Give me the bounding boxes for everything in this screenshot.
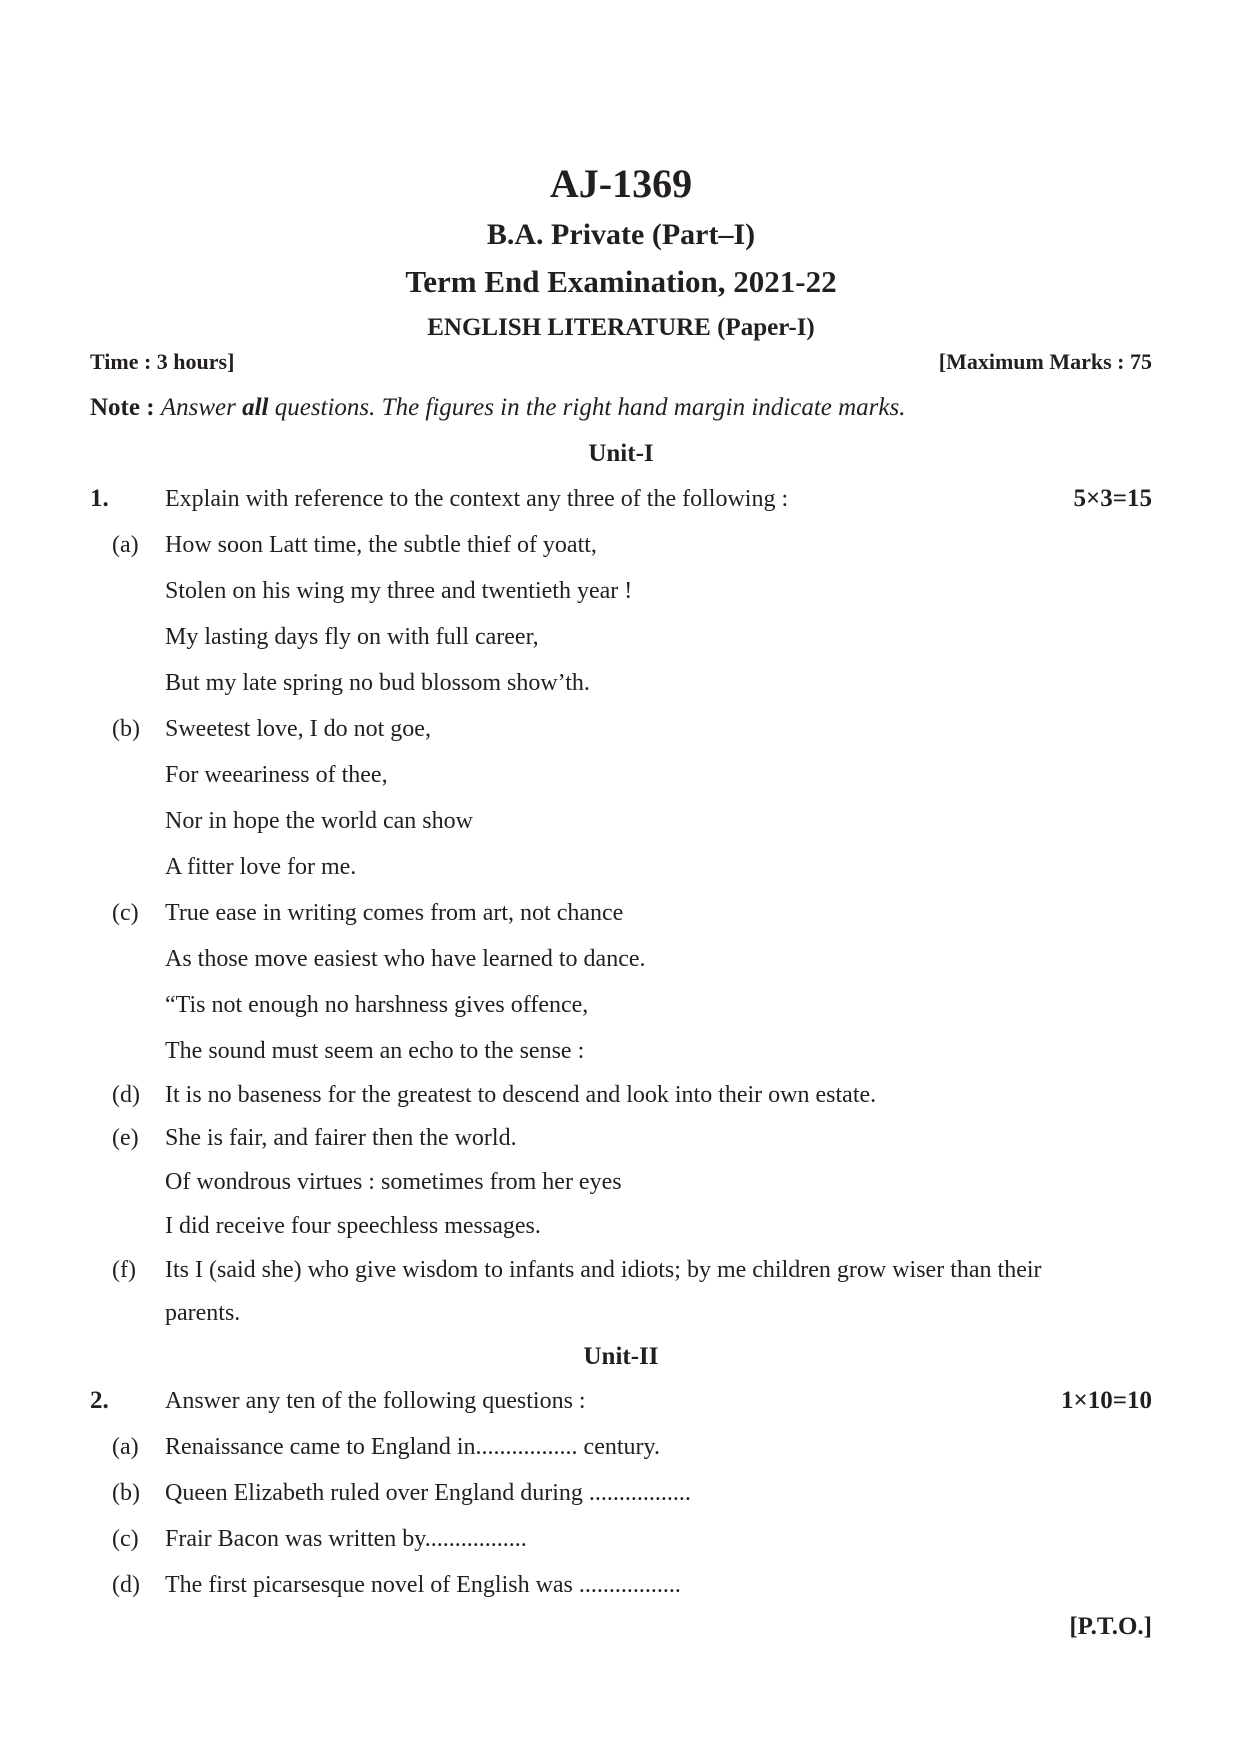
prose-line: Its I (said she) who give wisdom to infants and idiots; by me children grow wiser than their (165, 1257, 1042, 1283)
verse-line: A fitter love for me. (165, 854, 357, 880)
note-emphasis: all (242, 394, 269, 421)
item-label: (b) (112, 1480, 140, 1506)
item-label: (e) (112, 1125, 139, 1151)
verse-line: I did receive four speechless messages. (165, 1213, 541, 1239)
question-2-number: 2. (90, 1387, 109, 1414)
prose-line: parents. (165, 1300, 241, 1326)
verse-line: Nor in hope the world can show (165, 808, 473, 834)
fill-blank-item: Renaissance came to England in................. century. (165, 1434, 660, 1460)
please-turn-over: [P.T.O.] (1069, 1613, 1152, 1640)
note-text-start: Answer (160, 394, 236, 421)
subject-title: ENGLISH LITERATURE (Paper-I) (427, 314, 815, 341)
verse-line: Of wondrous virtues : sometimes from her eyes (165, 1169, 622, 1195)
item-label: (f) (112, 1257, 136, 1283)
verse-line: Stolen on his wing my three and twentieth year ! (165, 578, 633, 604)
question-1-marks: 5×3=15 (1073, 485, 1152, 512)
paper-code: AJ-1369 (549, 161, 693, 206)
exam-title: Term End Examination, 2021-22 (405, 264, 837, 299)
verse-line: “Tis not enough no harshness gives offence, (165, 992, 589, 1018)
question-2-marks: 1×10=10 (1061, 1387, 1152, 1414)
fill-blank-item: Frair Bacon was written by................. (165, 1526, 527, 1552)
program-title: B.A. Private (Part–I) (486, 218, 756, 251)
note-text-end: questions. The figures in the right hand margin indicate marks. (274, 394, 906, 421)
item-label: (b) (112, 716, 140, 742)
item-label: (d) (112, 1082, 140, 1108)
maximum-marks: [Maximum Marks : 75 (938, 349, 1152, 374)
unit-2-heading: Unit-II (583, 1343, 659, 1370)
verse-line: She is fair, and fairer then the world. (165, 1125, 517, 1151)
unit-1-heading: Unit-I (588, 440, 654, 467)
question-1-text: Explain with reference to the context any three of the following : (165, 486, 789, 512)
fill-blank-item: The first picarsesque novel of English was ................. (165, 1572, 681, 1598)
verse-line: Sweetest love, I do not goe, (165, 716, 431, 742)
verse-line: True ease in writing comes from art, not chance (165, 900, 624, 926)
item-label: (a) (112, 1434, 139, 1460)
item-label: (c) (112, 900, 139, 926)
verse-line: The sound must seem an echo to the sense : (165, 1038, 585, 1064)
verse-line: As those move easiest who have learned to dance. (165, 946, 646, 972)
question-2-text: Answer any ten of the following questions : (165, 1388, 586, 1414)
note-label: Note : (90, 394, 155, 421)
verse-line: For weeariness of thee, (165, 762, 388, 788)
item-label: (d) (112, 1572, 140, 1598)
verse-line: My lasting days fly on with full career, (165, 624, 539, 650)
item-label: (c) (112, 1526, 139, 1552)
verse-line: How soon Latt time, the subtle thief of yoatt, (165, 532, 597, 558)
verse-line: But my late spring no bud blossom show’th. (165, 670, 590, 696)
question-1-number: 1. (90, 485, 109, 512)
time-allowed: Time : 3 hours] (90, 349, 235, 374)
instructions-note (90, 391, 905, 425)
prose-line: It is no baseness for the greatest to descend and look into their own estate. (165, 1082, 877, 1108)
fill-blank-item: Queen Elizabeth ruled over England during ................. (165, 1480, 691, 1506)
item-label: (a) (112, 532, 139, 558)
